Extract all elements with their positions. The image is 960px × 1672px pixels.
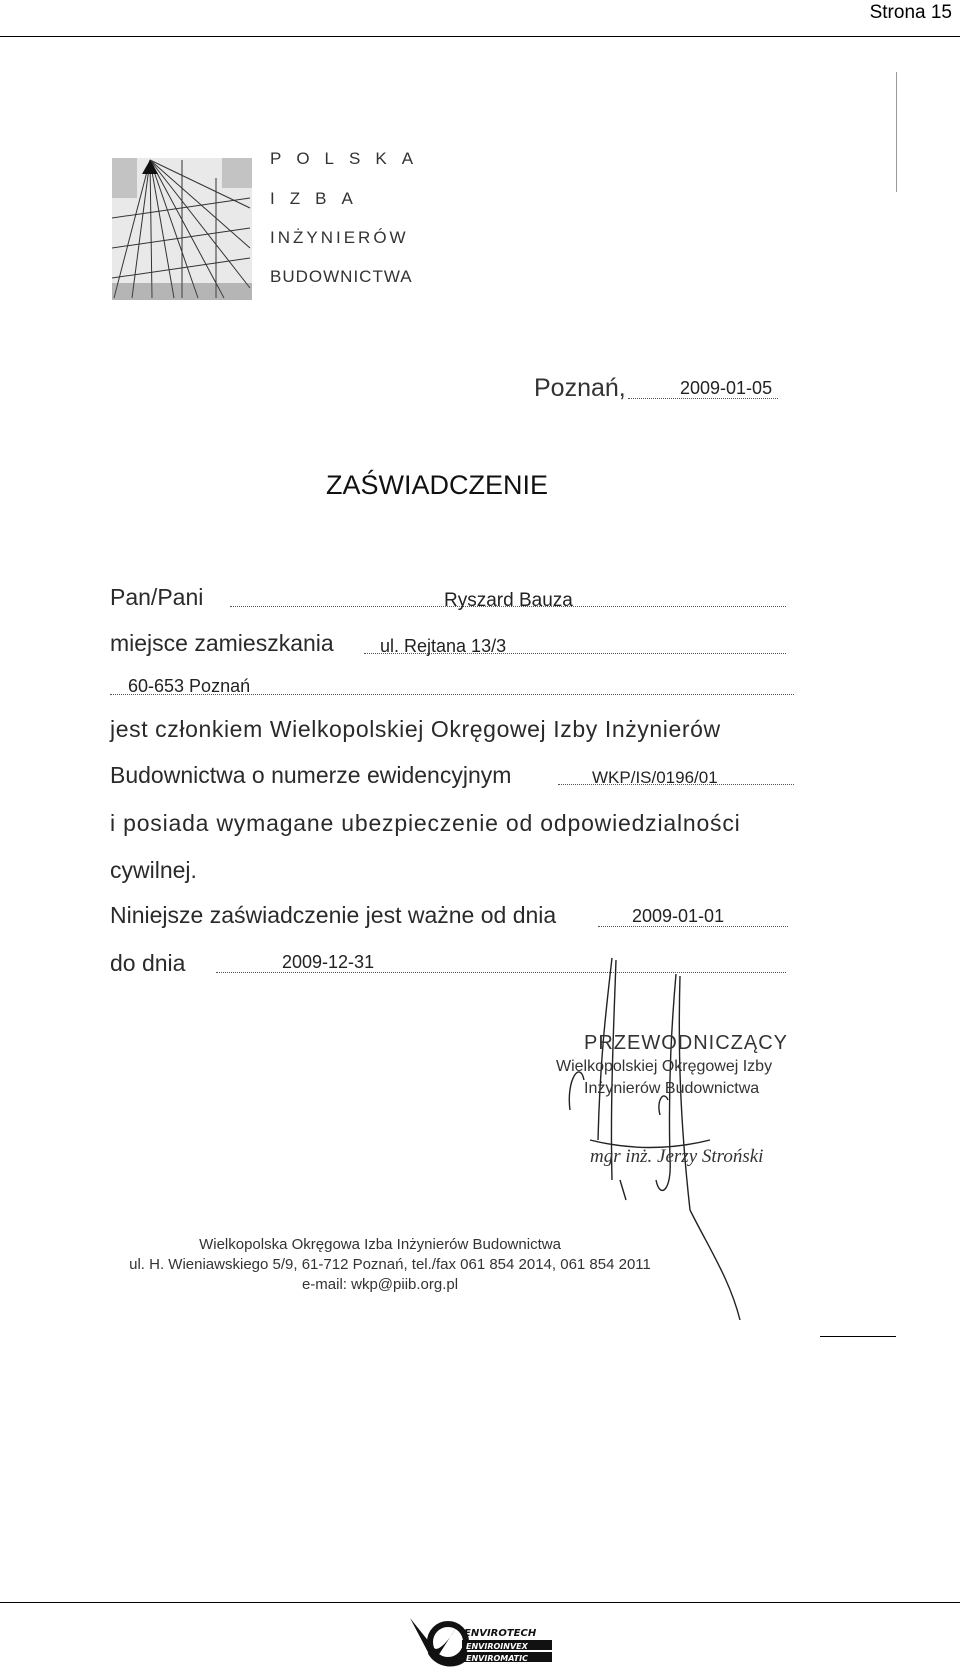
org-line-2: IZBA bbox=[270, 189, 368, 208]
logo-text-2: ENVIROINVEX bbox=[466, 1642, 528, 1651]
stamp-line-2: Wielkopolskiej Okręgowej Izby bbox=[556, 1058, 773, 1075]
body-line-4: cywilnej. bbox=[110, 857, 197, 883]
corner-rule bbox=[820, 1336, 896, 1337]
issue-date: 2009-01-05 bbox=[680, 378, 773, 398]
name-label: Pan/Pani bbox=[110, 584, 204, 610]
body-line-3: i posiada wymagane ubezpieczenie od odpowiedzialności bbox=[110, 810, 741, 836]
footer-rule bbox=[0, 1602, 960, 1603]
org-line-3: INŻYNIERÓW bbox=[270, 228, 409, 247]
residence-value: ul. Rejtana 13/3 bbox=[380, 636, 507, 656]
footer-line-3: e-mail: wkp@piib.org.pl bbox=[301, 1276, 459, 1293]
body-line-1: jest członkiem Wielkopolskiej Okręgowej Izby Inżynierów bbox=[110, 716, 721, 742]
valid-to-label: do dnia bbox=[110, 950, 186, 976]
piib-logo-icon bbox=[112, 158, 252, 300]
name-value: Ryszard Bauza bbox=[444, 590, 573, 611]
body-line-2: Budownictwa o numerze ewidencyjnym bbox=[110, 762, 512, 788]
residence-label: miejsce zamieszkania bbox=[110, 630, 334, 656]
stamp-line-3: Inżynierów Budownictwa bbox=[584, 1080, 760, 1097]
signature-name: mgr inż. Jerzy Stroński bbox=[590, 1146, 764, 1167]
org-line-1: POLSKA bbox=[270, 149, 429, 168]
logo-text-1: ENVIROTECH bbox=[464, 1628, 537, 1639]
valid-to-value: 2009-12-31 bbox=[282, 952, 375, 972]
footer-line-1: Wielkopolska Okręgowa Izba Inżynierów Budownictwa bbox=[199, 1236, 561, 1253]
valid-from-value: 2009-01-01 bbox=[632, 906, 725, 926]
place-label: Poznań, bbox=[534, 374, 626, 402]
document-title: ZAŚWIADCZENIE bbox=[326, 470, 549, 500]
scan-edge-mark bbox=[896, 72, 897, 192]
city-value: 60-653 Poznań bbox=[128, 676, 251, 696]
logo-text-3: ENVIROMATIC bbox=[466, 1654, 528, 1663]
page-number: Strona 15 bbox=[869, 2, 952, 23]
valid-from-label: Niniejsze zaświadczenie jest ważne od dnia bbox=[110, 902, 557, 928]
org-line-4: BUDOWNICTWA bbox=[270, 267, 413, 286]
footer-line-2: ul. H. Wieniawskiego 5/9, 61-712 Poznań, tel./fax 061 854 2014, 061 854 2011 bbox=[129, 1256, 651, 1273]
signature-stroke-icon bbox=[560, 950, 760, 1330]
registry-number: WKP/IS/0196/01 bbox=[592, 768, 718, 787]
envirotech-logo-icon bbox=[408, 1612, 568, 1672]
stamp-title: PRZEWODNICZĄCY bbox=[584, 1032, 788, 1054]
